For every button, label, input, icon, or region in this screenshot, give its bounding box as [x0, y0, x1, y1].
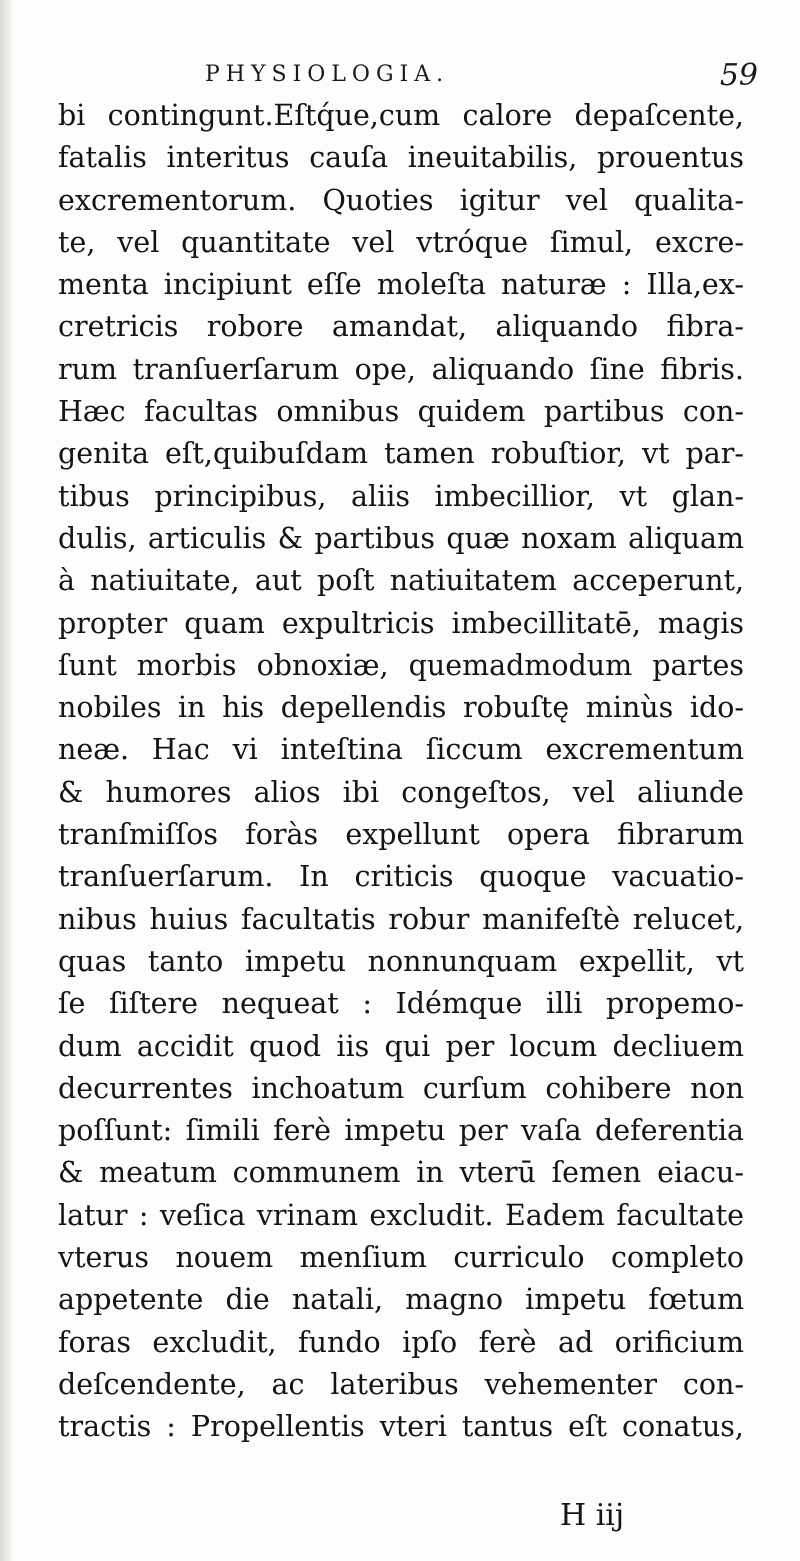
- text-line: latur : veſica vrinam excludit. Eadem facultate: [58, 1198, 744, 1232]
- text-line: à natiuitate, aut poſt natiuitatem acceperunt,: [58, 564, 744, 598]
- body-text: [58, 95, 744, 1449]
- text-line: dum accidit quod iis qui per locum decliuem: [58, 1029, 744, 1063]
- text-line: te, vel quantitate vel vtróque ſimul, excre-: [58, 225, 744, 259]
- running-title: PHYSIOLOGIA.: [205, 62, 450, 87]
- text-line: ſe ſiſtere nequeat : Idémque illi propemo-: [58, 987, 744, 1021]
- text-line: nobiles in his depellendis robuſtę minùs ido-: [58, 691, 744, 725]
- text-line: tranſuerſarum. In criticis quoque vacuatio-: [58, 860, 744, 894]
- page-number: 59: [719, 58, 758, 93]
- text-line: propter quam expultricis imbecillitatē, magis: [58, 606, 744, 640]
- text-line: nibus huius facultatis robur manifeſtè relucet,: [58, 902, 744, 936]
- text-line: vterus nouem menſium curriculo completo: [58, 1241, 744, 1275]
- text-line: quas tanto impetu nonnunquam expellit, vt: [58, 944, 744, 978]
- running-head: [60, 58, 760, 98]
- text-line: ſunt morbis obnoxiæ, quemadmodum partes: [58, 648, 744, 682]
- text-line: tranſmiſſos foràs expellunt opera fibrarum: [58, 818, 744, 852]
- text-line: fatalis interitus cauſa ineuitabilis, prouentus: [58, 141, 744, 175]
- page-edge-shadow: [0, 0, 12, 1561]
- text-line: & meatum communem in vterū ſemen eiacu-: [58, 1156, 744, 1190]
- text-line: rum tranſuerſarum ope, aliquando ſine fibris.: [58, 352, 744, 386]
- text-line: & humores alios ibi congeſtos, vel aliunde: [58, 775, 744, 809]
- text-line: appetente die natali, magno impetu fœtum: [58, 1283, 744, 1317]
- text-line: menta incipiunt eſſe moleſta naturæ : Illa,ex-: [58, 268, 744, 302]
- text-line: dulis, articulis & partibus quæ noxam aliquam: [58, 521, 744, 555]
- text-line: decurrentes inchoatum curſum cohibere non: [58, 1071, 744, 1105]
- text-line: genita eſt,quibuſdam tamen robuſtior, vt par-: [58, 437, 744, 471]
- text-line: cretricis robore amandat, aliquando fibra-: [58, 310, 744, 344]
- signature-mark: H iij: [560, 1498, 625, 1533]
- text-line: deſcendente, ac lateribus vehementer con-: [58, 1367, 744, 1401]
- text-line: tibus principibus, aliis imbecillior, vt glan-: [58, 479, 744, 513]
- text-line: Hæc facultas omnibus quidem partibus con-: [58, 395, 744, 429]
- text-line: neæ. Hac vi inteſtina ſiccum excrementum: [58, 733, 744, 767]
- text-line: poſſunt: ſimili ferè impetu per vaſa deferentia: [58, 1114, 744, 1148]
- text-line: excrementorum. Quoties igitur vel qualita-: [58, 183, 744, 217]
- text-line: tractis : Propellentis vteri tantus eſt conatus,: [58, 1410, 744, 1444]
- text-line: foras excludit, fundo ipſo ferè ad orificium: [58, 1325, 744, 1359]
- text-line: bi contingunt.Eſtq́ue,cum calore depaſcente,: [58, 99, 744, 132]
